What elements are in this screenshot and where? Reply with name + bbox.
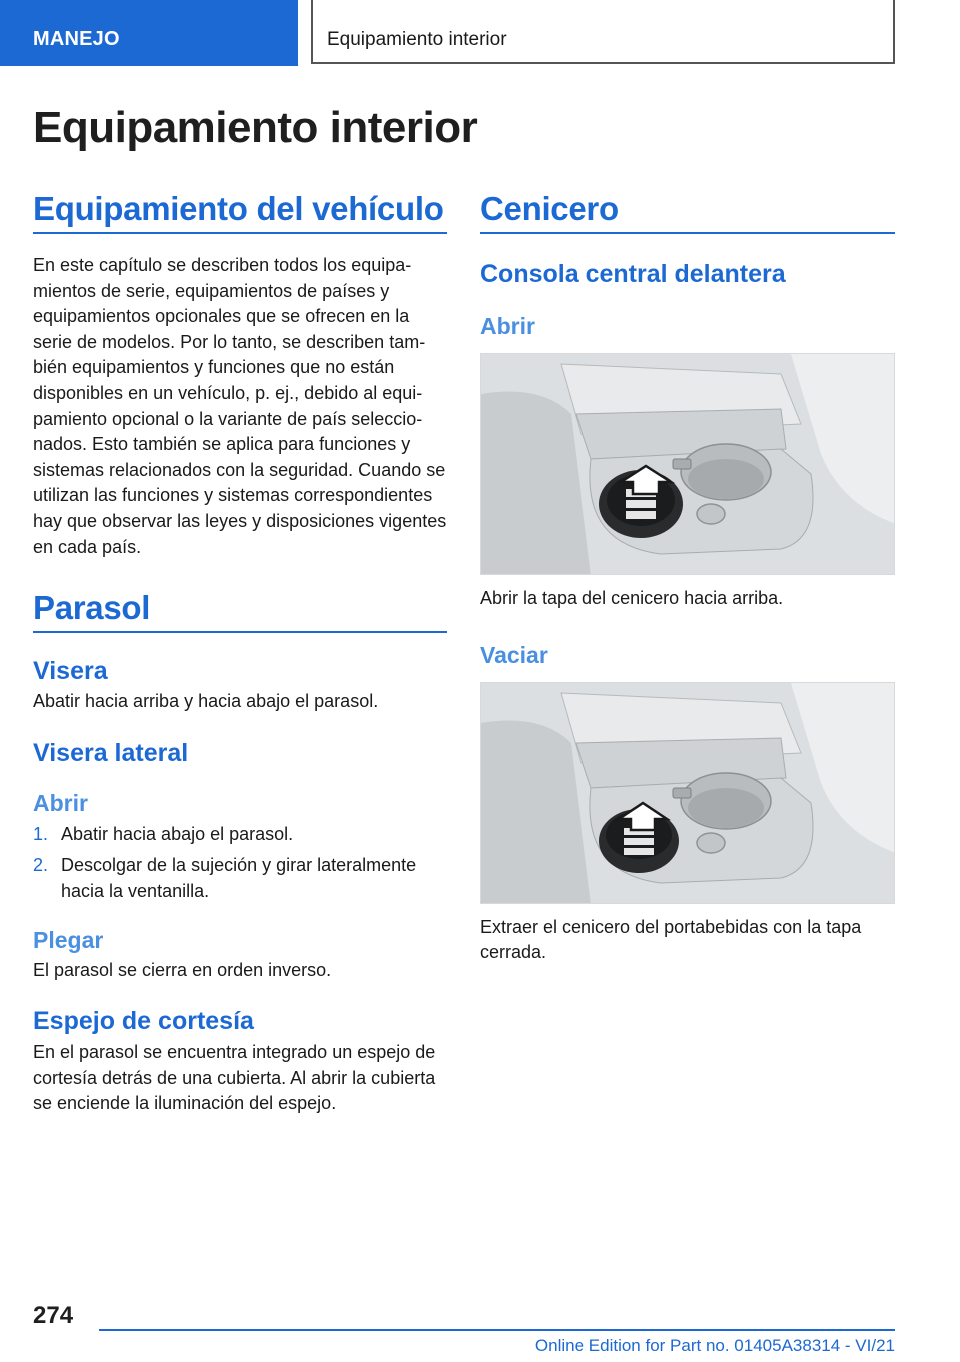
footer-rule	[99, 1329, 895, 1331]
ashtray-open-photo	[480, 353, 895, 575]
step-text: Abatir hacia abajo el parasol.	[61, 823, 294, 844]
page-header	[0, 0, 960, 66]
abrir-steps-list	[33, 822, 447, 905]
visera-text: Abatir hacia arriba y hacia abajo el parasol.	[33, 691, 379, 712]
vehicle-equipment-text: En este capítulo se describen todos los equipamientos de serie, equipamientos de países y equipamientos opcionales que se ofrecen en la serie de modelos. Por lo tanto, se describen también equipamientos y funciones que no están disponibles en un vehículo, p. ej., debido al equipamiento opcional o la variante de país seleccionados. Esto también se aplica para funciones y sistemas relacionados con la seguridad. Cuando se utilizan las funciones y sistemas correspondientes hay que observar las leyes y disposiciones vigentes en cada país.	[33, 255, 447, 557]
ashtray-remove-illustration	[481, 683, 895, 904]
edition-label: Online Edition for Part no. 01405A38314 - VI/21	[534, 1336, 895, 1355]
list-item	[33, 822, 447, 848]
vaciar-caption: Extraer el cenicero del portabebidas con la tapa cerrada.	[480, 916, 862, 963]
page-title: Equipamiento interior	[33, 103, 478, 152]
list-item	[33, 853, 447, 904]
left-column	[33, 190, 447, 1117]
step-text: Descolgar de la sujeción y girar lateralmente hacia la ventanilla.	[61, 855, 417, 901]
ashtray-remove-photo	[480, 682, 895, 904]
heading-visera: Visera	[33, 657, 108, 686]
heading-vehicle-equipment: Equipamiento del vehículo	[33, 190, 447, 234]
heading-abrir-cenicero: Abrir	[480, 313, 535, 339]
header-chapter-label: Equipamiento interior	[311, 0, 895, 64]
page-number: 274	[33, 1302, 74, 1329]
heading-vaciar: Vaciar	[480, 641, 548, 668]
step-number: 2.	[33, 855, 49, 876]
heading-consola-central: Consola central delantera	[480, 260, 786, 288]
heading-abrir-visera: Abrir	[33, 789, 88, 816]
heading-espejo: Espejo de cortesía	[33, 1007, 254, 1036]
right-column	[480, 190, 895, 966]
heading-plegar: Plegar	[33, 926, 104, 953]
step-number: 1.	[33, 823, 49, 844]
plegar-text: El parasol se cierra en orden inverso.	[33, 959, 332, 980]
header-section-label: MANEJO	[0, 0, 298, 66]
heading-visera-lateral: Visera lateral	[33, 738, 189, 767]
espejo-text: En el parasol se encuentra integrado un espejo de cortesía detrás de una cubierta. Al abrir la cubierta se enciende la iluminación del espejo.	[33, 1042, 436, 1114]
abrir-cenicero-caption: Abrir la tapa del cenicero hacia arriba.	[480, 588, 784, 608]
heading-cenicero: Cenicero	[480, 190, 895, 234]
heading-parasol: Parasol	[33, 589, 447, 633]
ashtray-open-illustration	[481, 354, 895, 575]
